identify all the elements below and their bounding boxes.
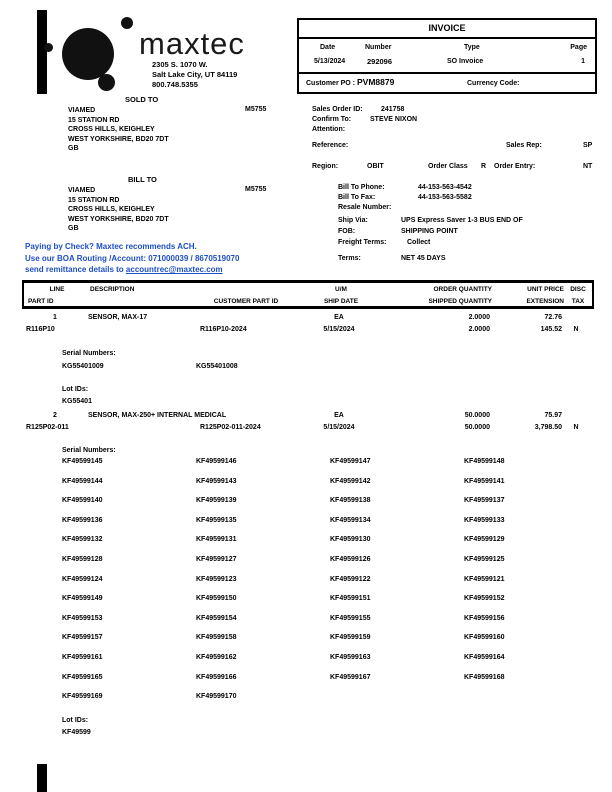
serial-numbers-label: Serial Numbers: (62, 447, 116, 454)
company-address-line1: 2305 S. 1070 W. (152, 60, 208, 69)
lot-ids-list (62, 729, 598, 736)
invoice-header-box (297, 18, 597, 94)
item-row-1-line1 (22, 314, 594, 321)
terms-label: Terms: (338, 255, 361, 262)
col-header-shipped-quantity: SHIPPED QUANTITY (428, 297, 492, 305)
col-header-unit-price: UNIT PRICE (527, 286, 564, 293)
serial-number: KF49599134 (330, 516, 371, 524)
serial-number: KF49599130 (330, 536, 371, 544)
item-shipped-quantity: 2.0000 (468, 326, 490, 333)
serial-number: KF49599149 (62, 595, 103, 603)
serial-numbers-list (62, 458, 598, 713)
serial-numbers-list (62, 363, 598, 370)
serial-number: KF49599121 (464, 575, 505, 583)
serial-number: KF49599 (62, 729, 91, 736)
logo-dot-icon (44, 43, 53, 52)
sold-to-customer-code: M5755 (245, 106, 267, 113)
serial-number: KF49599143 (196, 477, 237, 485)
item-ship-date: 5/15/2024 (323, 424, 355, 431)
sales-order-id-value: 241758 (381, 106, 405, 113)
serial-number: KF49599170 (196, 693, 237, 701)
fob-label: FOB: (338, 228, 356, 235)
serial-number: KF49599146 (196, 458, 237, 465)
serial-number: KG55401009 (62, 363, 104, 370)
serial-number: KF49599164 (464, 653, 505, 661)
maxtec-logo (0, 0, 330, 100)
col-header-ship-date: SHIP DATE (323, 297, 359, 305)
serial-number: KF49599163 (330, 653, 371, 661)
col-header-disc: DISC (570, 286, 586, 293)
lot-ids-list (62, 398, 598, 405)
lot-ids-label: Lot IDs: (62, 386, 89, 393)
ach-note-line3 (25, 264, 239, 276)
item-customer-part-id: R116P10-2024 (200, 326, 247, 333)
order-entry-value: NT (583, 163, 593, 170)
serial-number: KF49599127 (196, 555, 237, 563)
freight-terms-value: Collect (407, 239, 431, 246)
items-table-header (22, 280, 594, 309)
date-label: Date (320, 44, 336, 51)
item-line-number: 1 (53, 314, 57, 321)
bill-to-customer-code: M5755 (245, 186, 267, 193)
logo-wordmark: maxtec (139, 26, 245, 61)
page-label: Page (570, 44, 587, 51)
serial-number: KF49599122 (330, 575, 371, 583)
serial-number: KF49599156 (464, 614, 505, 622)
item-row-1-line2 (22, 326, 594, 333)
invoice-type: SO Invoice (447, 58, 484, 65)
item-um: EA (334, 412, 344, 419)
item-tax-flag: N (573, 424, 579, 431)
serial-number: KF49599162 (196, 653, 237, 661)
remittance-email-link[interactable]: accountrec@maxtec.com (125, 265, 223, 274)
serial-number: KF49599135 (196, 516, 237, 524)
serial-number: KF49599165 (62, 673, 103, 681)
bill-to-fax-value: 44-153-563-5582 (418, 194, 472, 201)
item-part-id: R125P02-011 (26, 424, 69, 431)
col-header-order-quantity: ORDER QUANTITY (433, 286, 492, 293)
serial-number: KF49599125 (464, 555, 505, 563)
bill-to-address-line: WEST YORKSHIRE, BD20 7DT (68, 215, 169, 223)
col-header-line: LINE (49, 286, 65, 293)
serial-number: KF49599131 (196, 536, 237, 544)
confirm-to-label: Confirm To: (312, 116, 352, 123)
reference-label: Reference: (312, 142, 349, 149)
serial-number: KF49599142 (330, 477, 371, 485)
serial-number: KF49599154 (196, 614, 237, 622)
bill-to-address-line: GB (68, 225, 79, 232)
item-unit-price: 75.97 (544, 412, 562, 419)
sales-rep-label: Sales Rep: (506, 142, 542, 149)
item-row-2-line2 (22, 424, 594, 431)
item-part-id: R116P10 (26, 326, 55, 333)
order-class-value: R (481, 163, 487, 170)
serial-number: KF49599166 (196, 673, 237, 681)
item-tax-flag: N (573, 326, 579, 333)
serial-numbers-label: Serial Numbers: (62, 350, 116, 357)
item-ship-date: 5/15/2024 (323, 326, 355, 333)
serial-number: KF49599152 (464, 595, 505, 603)
item-line-number: 2 (53, 412, 57, 419)
serial-number: KF49599168 (464, 673, 505, 681)
region-label: Region: (312, 163, 339, 170)
customer-po-row (299, 72, 595, 94)
sold-to-address-line: GB (68, 145, 79, 152)
col-header-tax: TAX (571, 297, 585, 305)
serial-number: KF49599169 (62, 693, 103, 701)
ach-note-line2: Use our BOA Routing /Account: 071000039 / 8670519070 (25, 253, 240, 263)
order-class-label: Order Class (428, 163, 468, 170)
company-address-line2: Salt Lake City, UT 84119 (152, 70, 238, 79)
table-header-row-2 (24, 294, 592, 306)
serial-number: KF49599151 (330, 595, 371, 603)
type-label: Type (464, 44, 480, 51)
logo-circle-large-icon (62, 28, 114, 80)
serial-number: KF49599132 (62, 536, 103, 544)
item-shipped-quantity: 50.0000 (464, 424, 490, 431)
col-header-description: DESCRIPTION (90, 286, 135, 293)
ach-note-line3-prefix: send remittance details to (25, 265, 126, 274)
resale-number-label: Resale Number: (338, 204, 392, 211)
serial-number: KF49599155 (330, 614, 371, 622)
terms-value: NET 45 DAYS (401, 255, 446, 262)
customer-po-label: Customer PO : (306, 80, 356, 87)
serial-number: KF49599159 (330, 634, 371, 642)
serial-number: KF49599167 (330, 673, 371, 681)
item-description: SENSOR, MAX-17 (88, 314, 148, 321)
serial-number: KF49599144 (62, 477, 103, 485)
item-extension: 145.52 (540, 326, 562, 333)
serial-number: KG55401 (62, 398, 92, 405)
serial-number: KF49599150 (196, 595, 237, 603)
serial-number: KF49599136 (62, 516, 103, 524)
left-edge-mark-bottom (37, 764, 47, 792)
ship-via-value: UPS Express Saver 1-3 BUS END OF (401, 217, 523, 224)
col-header-part-id: PART ID (28, 297, 54, 305)
serial-number: KF49599161 (62, 653, 103, 661)
serial-number: KF49599140 (62, 497, 103, 505)
serial-number: KF49599124 (62, 575, 103, 583)
ship-via-label: Ship Via: (338, 217, 368, 224)
item-um: EA (334, 314, 344, 321)
serial-number: KF49599123 (196, 575, 237, 583)
col-header-customer-part-id: CUSTOMER PART ID (213, 297, 279, 305)
ach-note (25, 241, 239, 276)
serial-number: KF49599141 (464, 477, 505, 485)
sold-to-address (68, 106, 169, 154)
item-order-quantity: 2.0000 (468, 314, 490, 321)
fob-value: SHIPPING POINT (401, 228, 458, 235)
region-value: OBIT (367, 163, 384, 170)
serial-number: KF49599137 (464, 497, 505, 505)
item-row-2-line1 (22, 412, 594, 419)
bill-to-fax-label: Bill To Fax: (338, 194, 376, 201)
bill-to-address (68, 186, 169, 234)
invoice-title: INVOICE (299, 20, 595, 39)
freight-terms-label: Freight Terms: (338, 239, 387, 246)
sold-to-address-line: CROSS HILLS, KEIGHLEY (68, 126, 155, 133)
sold-to-label: SOLD TO (125, 95, 159, 104)
sales-order-id-label: Sales Order ID: (312, 106, 363, 113)
logo-dot-icon (98, 74, 115, 91)
currency-code-label: Currency Code: (467, 80, 520, 87)
item-extension: 3,798.50 (534, 424, 562, 431)
invoice-page-number: 1 (581, 58, 585, 65)
sold-to-address-line: 15 STATION RD (68, 116, 120, 124)
attention-label: Attention: (312, 126, 346, 133)
serial-number: KF49599160 (464, 634, 505, 642)
serial-number: KF49599133 (464, 516, 505, 524)
item-description: SENSOR, MAX-250+ INTERNAL MEDICAL (88, 412, 227, 419)
serial-number: KF49599157 (62, 634, 103, 642)
ach-note-line1: Paying by Check? Maxtec recommends ACH. (25, 242, 197, 251)
col-header-um: U/M (335, 286, 347, 293)
sold-to-name: VIAMED (68, 107, 96, 114)
number-label: Number (365, 44, 392, 51)
invoice-number: 292096 (367, 57, 393, 66)
bill-to-address-line: 15 STATION RD (68, 196, 120, 204)
col-header-extension: EXTENSION (526, 297, 564, 305)
logo-dot-icon (121, 17, 133, 29)
serial-number: KF49599153 (62, 614, 103, 622)
item-order-quantity: 50.0000 (464, 412, 490, 419)
customer-po-value: PVM8879 (357, 77, 395, 87)
sales-rep-value: SP (583, 142, 593, 149)
serial-number: KF49599129 (464, 536, 505, 544)
order-entry-label: Order Entry: (494, 163, 536, 170)
sold-to-address-line: WEST YORKSHIRE, BD20 7DT (68, 135, 169, 143)
bill-to-phone-label: Bill To Phone: (338, 184, 385, 191)
bill-to-phone-value: 44-153-563-4542 (418, 184, 472, 191)
serial-number: KF49599148 (464, 458, 505, 465)
invoice-date: 5/13/2024 (314, 58, 346, 65)
company-address (152, 60, 237, 90)
lot-ids-label: Lot IDs: (62, 717, 89, 724)
table-header-row-1 (24, 283, 592, 294)
serial-number: KF49599147 (330, 458, 371, 465)
item-customer-part-id: R125P02-011-2024 (200, 424, 261, 431)
bill-to-address-line: CROSS HILLS, KEIGHLEY (68, 206, 155, 213)
serial-number: KF49599158 (196, 634, 237, 642)
company-address-line3: 800.748.5355 (152, 80, 198, 89)
serial-number: KF49599138 (330, 497, 371, 505)
serial-number: KF49599128 (62, 555, 103, 563)
serial-number: KF49599126 (330, 555, 371, 563)
serial-number: KG55401008 (196, 363, 238, 370)
bill-to-label: BILL TO (128, 175, 157, 184)
confirm-to-value: STEVE NIXON (370, 116, 418, 123)
bill-to-name: VIAMED (68, 187, 96, 194)
item-unit-price: 72.76 (544, 314, 562, 321)
serial-number: KF49599145 (62, 458, 103, 465)
serial-number: KF49599139 (196, 497, 237, 505)
